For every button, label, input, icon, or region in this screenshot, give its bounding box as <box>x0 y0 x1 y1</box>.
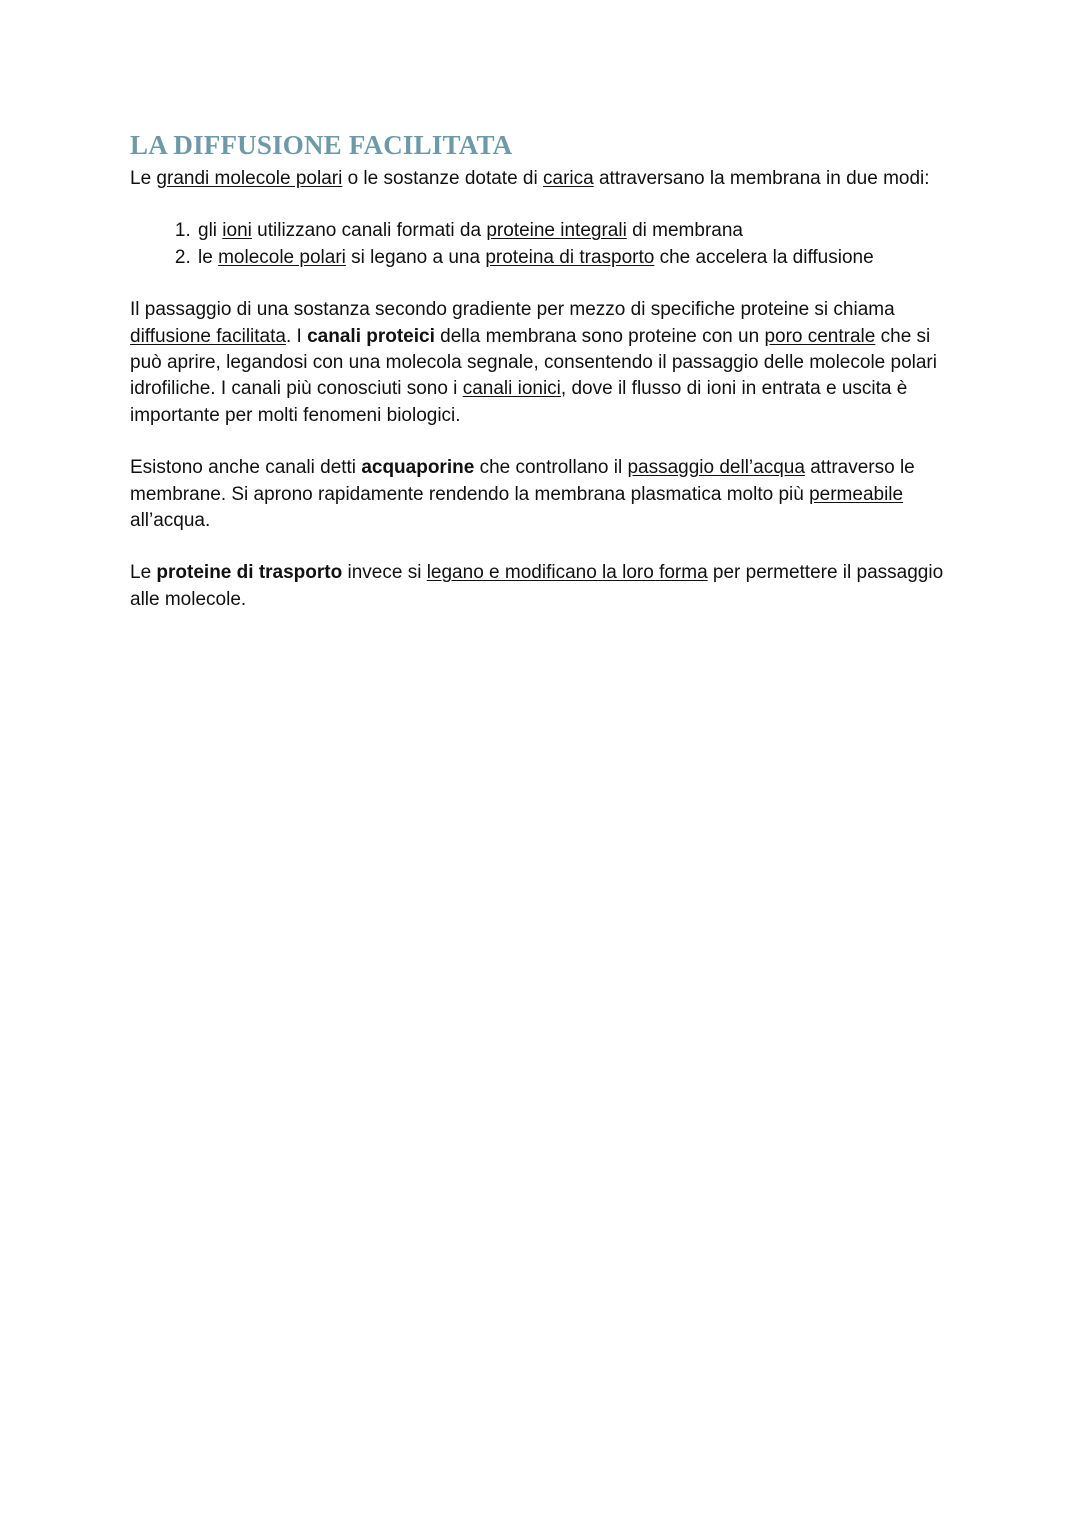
term-molecole-polari: molecole polari <box>218 246 346 268</box>
document-page <box>130 128 960 613</box>
term-proteina-di-trasporto: proteina di trasporto <box>485 246 655 268</box>
paragraph-acquaporine <box>130 455 960 534</box>
list-item <box>196 218 960 244</box>
term-canali-ionici: canali ionici <box>462 378 561 400</box>
paragraph-text: attraverso le membrane. Si aprono rapidamente rendendo la membrana plasmatica molto più <box>130 457 915 505</box>
term-grandi-molecole-polari: grandi molecole polari <box>156 168 343 189</box>
paragraph-diffusione-facilitata <box>130 297 960 429</box>
intro-text: attraversano la membrana in due modi: <box>593 168 930 189</box>
list-item-text: gli <box>198 220 223 242</box>
modes-list <box>130 218 960 271</box>
page-title: LA DIFFUSIONE FACILITATA <box>130 130 513 160</box>
paragraph-proteine-trasporto <box>130 560 960 613</box>
term-canali-proteici: canali proteici <box>307 325 435 347</box>
intro-text: o le sostanze dotate di <box>342 168 543 189</box>
paragraph-text: . I <box>285 325 308 347</box>
paragraph-text: per permettere il passaggio alle molecole. <box>130 562 944 610</box>
paragraph-text: invece si <box>342 562 427 584</box>
paragraph-text: Il passaggio di una sostanza secondo gradiente per mezzo di specifiche proteine si chiama <box>130 299 895 321</box>
paragraph-text: che si può aprire, legandosi con una molecola segnale, consentendo il passaggio delle molecole polari idrofiliche. I canali più conosciuti sono i <box>130 325 937 400</box>
term-carica: carica <box>543 168 594 189</box>
paragraph-text: che controllano il <box>474 457 628 479</box>
intro-text: Le <box>130 168 157 189</box>
list-item-text: che accelera la diffusione <box>654 246 874 268</box>
term-proteine-integrali: proteine integrali <box>486 220 627 242</box>
intro-paragraph <box>130 166 960 192</box>
paragraph-text: della membrana sono proteine con un <box>434 325 765 347</box>
term-legano-modificano-forma: legano e modificano la loro forma <box>426 562 708 584</box>
term-poro-centrale: poro centrale <box>764 325 876 347</box>
paragraph-text: Esistono anche canali detti <box>130 457 362 479</box>
term-proteine-di-trasporto: proteine di trasporto <box>156 562 343 584</box>
list-item-text: si legano a una <box>345 246 486 268</box>
list-item-text: di membrana <box>626 220 743 242</box>
term-ioni: ioni <box>222 220 252 242</box>
term-diffusione-facilitata: diffusione facilitata <box>130 325 286 347</box>
list-item-text: le <box>198 246 219 268</box>
paragraph-text: Le <box>130 562 157 584</box>
paragraph-text: all’acqua. <box>130 510 211 532</box>
list-item-text: utilizzano canali formati da <box>251 220 487 242</box>
paragraph-text: , dove il flusso di ioni in entrata e uscita è importante per molti fenomeni biologici. <box>130 378 908 426</box>
list-item <box>196 245 960 271</box>
term-passaggio-acqua: passaggio dell’acqua <box>627 457 805 479</box>
term-permeabile: permeabile <box>809 483 904 505</box>
term-acquaporine: acquaporine <box>361 457 475 479</box>
